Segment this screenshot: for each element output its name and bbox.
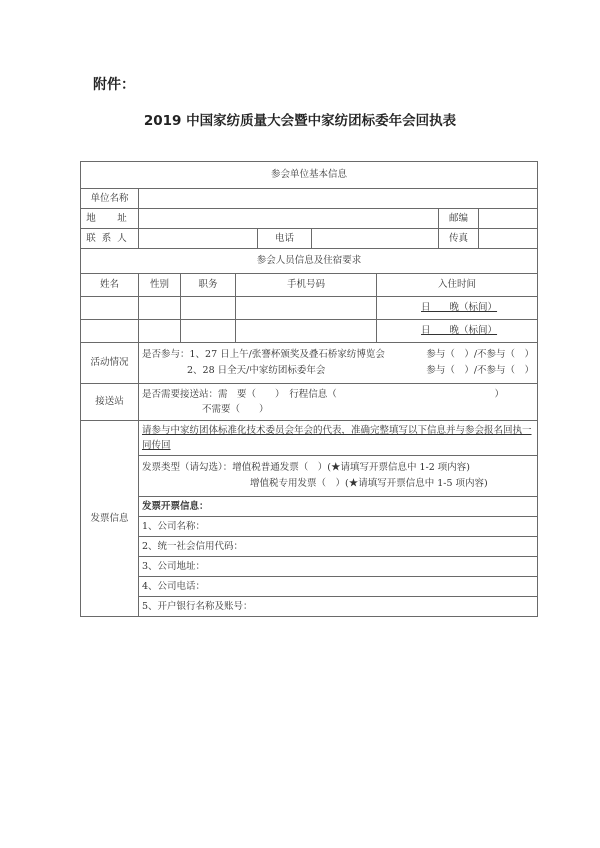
pickup-close: ） xyxy=(494,388,505,400)
person-1-gender[interactable] xyxy=(139,297,181,320)
invoice-notice: 请参与中家纺团体标准化技术委员会年会的代表，准确完整填写以下信息并与参会报名回执一同传回 xyxy=(142,425,532,451)
fax-field[interactable] xyxy=(479,229,538,249)
unit-name-label: 单位名称 xyxy=(81,189,139,209)
unit-name-field[interactable] xyxy=(139,189,538,209)
invoice-field-credit-code[interactable]: 2、统一社会信用代码： xyxy=(139,537,538,557)
activity-2-choice[interactable]: 参与（ ）/不参与（ ） xyxy=(426,365,535,376)
invoice-label: 发票信息 xyxy=(81,421,139,617)
col-checkin-header: 入住时间 xyxy=(377,274,538,297)
contact-label: 联系人 xyxy=(81,229,139,249)
invoice-field-company-name[interactable]: 1、公司名称： xyxy=(139,517,538,537)
postcode-label: 邮编 xyxy=(439,209,479,229)
person-1-checkin[interactable]: 日 晚（标间） xyxy=(421,302,498,313)
person-2-position[interactable] xyxy=(181,320,236,343)
person-1-position[interactable] xyxy=(181,297,236,320)
table-row xyxy=(81,320,538,343)
pickup-no[interactable]: 不需要（ ） xyxy=(202,403,269,415)
section-people-header: 参会人员信息及住宿要求 xyxy=(81,249,538,274)
attachment-label: 附件： xyxy=(93,77,135,93)
page-title: 2019 中国家纺质量大会暨中家纺团标委年会回执表 xyxy=(143,113,457,129)
pickup-text[interactable]: 是否需要接送站：需 要（ ） 行程信息（ xyxy=(142,388,337,400)
invoice-type-2[interactable]: 增值税专用发票（ ）(★请填写开票信息中 1-5 项内容) xyxy=(250,478,488,489)
section-unit-header: 参会单位基本信息 xyxy=(81,162,538,189)
col-position-header: 职务 xyxy=(181,274,236,297)
invoice-info-title: 发票开票信息： xyxy=(139,497,538,517)
pickup-label: 接送站 xyxy=(81,384,139,421)
person-2-gender[interactable] xyxy=(139,320,181,343)
activity-2-text: 2、28 日全天/中家纺团标委年会 xyxy=(187,365,326,376)
phone-label: 电话 xyxy=(258,229,312,249)
table-row xyxy=(81,297,538,320)
postcode-field[interactable] xyxy=(479,209,538,229)
col-gender-header: 性别 xyxy=(139,274,181,297)
registration-form-table xyxy=(80,161,538,617)
person-1-mobile[interactable] xyxy=(236,297,377,320)
invoice-type-1[interactable]: 增值税普通发票（ ）(★请填写开票信息中 1-2 项内容) xyxy=(232,462,471,473)
col-name-header: 姓名 xyxy=(81,274,139,297)
invoice-field-bank-account[interactable]: 5、开户银行名称及账号： xyxy=(139,597,538,617)
address-field[interactable] xyxy=(139,209,439,229)
person-2-mobile[interactable] xyxy=(236,320,377,343)
phone-field[interactable] xyxy=(312,229,439,249)
address-label: 地 址 xyxy=(81,209,139,229)
activity-1-choice[interactable]: 参与（ ）/不参与（ ） xyxy=(426,349,535,360)
invoice-field-company-phone[interactable]: 4、公司电话： xyxy=(139,577,538,597)
person-1-name[interactable] xyxy=(81,297,139,320)
activity-1-text: 是否参与：1、27 日上午/张謇杯颁奖及叠石桥家纺博览会 xyxy=(142,349,385,360)
col-mobile-header: 手机号码 xyxy=(236,274,377,297)
fax-label: 传真 xyxy=(439,229,479,249)
invoice-type-label: 发票类型（请勾选）： xyxy=(142,462,233,473)
contact-field[interactable] xyxy=(139,229,258,249)
activity-label: 活动情况 xyxy=(81,343,139,384)
person-2-name[interactable] xyxy=(81,320,139,343)
person-2-checkin[interactable]: 日 晚（标间） xyxy=(421,325,498,336)
invoice-field-company-address[interactable]: 3、公司地址： xyxy=(139,557,538,577)
